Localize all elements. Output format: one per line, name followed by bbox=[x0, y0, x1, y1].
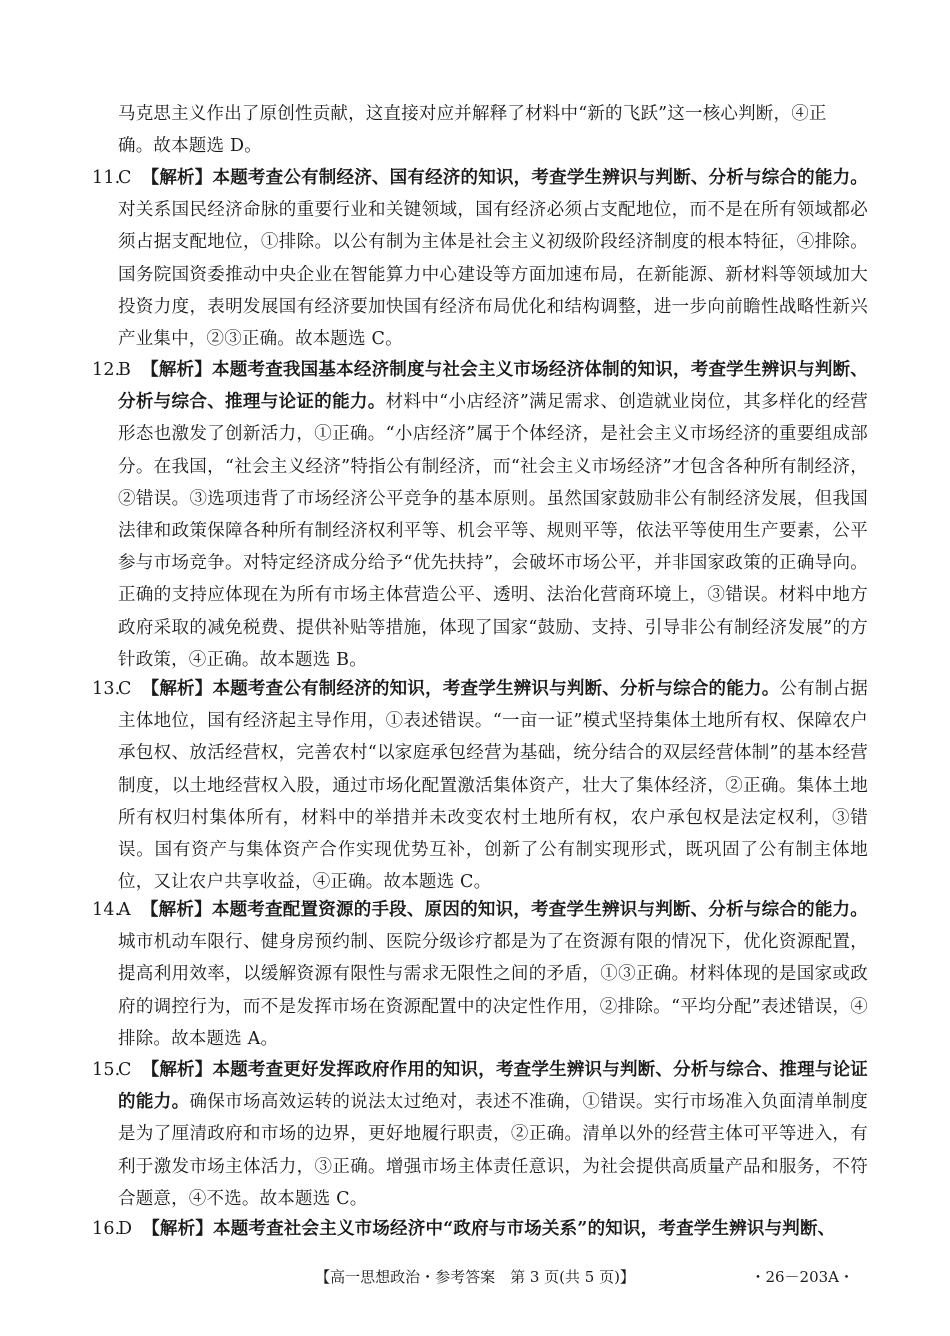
analysis-body: 对关系国民经济命脉的重要行业和关键领域，国有经济必须占支配地位，而不是在所有领域都必须占据支配地位，①排除。以公有制为主体是社会主义初级阶段经济制度的根本特征，④排除。国务院国资委推动中央企业在智能算力中心建设等方面加速布局，在新能源、新材料等领域加大投资力度，表明发展国有经济要加快国有经济布局优化和结构调整，进一步向前瞻性战略性新兴产业集中，②③正确。故本题选 C。 bbox=[118, 200, 868, 350]
analysis-tag: 【解析】 bbox=[142, 1219, 214, 1239]
analysis-tag: 【解析】 bbox=[141, 679, 213, 699]
analysis-summary: 本题考查公有制经济的知识，考查学生辨识与判断、分析与综合的能力。 bbox=[212, 679, 780, 699]
question-number: 16. bbox=[92, 1219, 121, 1239]
analysis-tag: 【解析】 bbox=[141, 1060, 213, 1080]
analysis-body: 城市机动车限行、健身房预约制、医院分级诊疗都是为了在资源有限的情况下，优化资源配置，提高利用效率，以缓解资源有限性与需求无限性之间的矛盾，①③正确。材料体现的是国家或政府的调控行为，而不是发挥市场在资源配置中的决定性作用，②排除。“平均分配”表述错误，④排除。故本题选 A。 bbox=[118, 932, 868, 1049]
answer-letter: C bbox=[118, 168, 132, 188]
question-number: 13. bbox=[92, 679, 121, 699]
analysis-body: 确保市场高效运转的说法太过绝对，表述不准确，①错误。实行市场准入负面清单制度是为了厘清政府和市场的边界，更好地履行职责，②正确。清单以外的经营主体可平等进入，有利于激发市场主体活力，③正确。增强市场主体责任意识，为社会提供高质量产品和服务，不符合题意，④不选。故本题选 C。 bbox=[118, 1092, 868, 1209]
footer-page-info: 【高一思想政治・参考答案 第 3 页(共 5 页)】 bbox=[315, 1268, 635, 1286]
analysis-summary: 本题考查我国基本经济制度与社会主义市场经济体制的知识，考查学生辨识与判断、分析与综合、推理与论证的能力。 bbox=[118, 360, 868, 413]
answer-letter: D bbox=[118, 1219, 133, 1239]
answer-letter: C bbox=[118, 1060, 132, 1080]
analysis-tag: 【解析】 bbox=[140, 900, 212, 920]
question-11 bbox=[92, 162, 868, 355]
question-12 bbox=[92, 354, 869, 676]
question-number: 15. bbox=[92, 1060, 121, 1080]
question-number: 11. bbox=[92, 168, 121, 188]
analysis-tag: 【解析】 bbox=[141, 168, 213, 188]
question-number: 14. bbox=[92, 900, 121, 920]
intro-line: 确。故本题选 D。 bbox=[118, 136, 262, 157]
answer-letter: C bbox=[118, 679, 132, 699]
question-14 bbox=[92, 894, 868, 1055]
analysis-body: 材料中“小店经济”满足需求、创造就业岗位，其多样化的经营形态也激发了创新活力，①正确。“小店经济”属于个体经济，是社会主义市场经济的重要组成部分。在我国，“社会主义经济”特指公有制经济，而“社会主义市场经济”才包含各种所有制经济，②错误。③选项违背了市场经济公平竞争的基本原则。虽然国家鼓励非公有制经济发展，但我国法律和政策保障各种所有制经济权利平等、机会平等、规则平等，依法平等使用生产要素，公平参与市场竞争。对特定经济成分给予“优先扶持”，会破坏市场公平，并非国家政策的正确导向。正确的支持应体现在为所有市场主体营造公平、透明、法治化营商环境上，③错误。材料中地方政府采取的减免税费、提供补贴等措施，体现了国家“鼓励、支持、引导非公有制经济发展”的方针政策，④正确。故本题选 B。 bbox=[118, 392, 869, 670]
analysis-summary: 本题考查社会主义市场经济中“政府与市场关系”的知识，考查学生辨识与判断、 bbox=[213, 1219, 836, 1239]
analysis-summary: 本题考查配置资源的手段、原因的知识，考查学生辨识与判断、分析与综合的能力。 bbox=[211, 900, 868, 920]
analysis-tag: 【解析】 bbox=[141, 360, 213, 380]
intro-line: 马克思主义作出了原创性贡献，这直接对应并解释了材料中“新的飞跃”这一核心判断，④正 bbox=[118, 104, 827, 124]
question-number: 12. bbox=[92, 360, 121, 380]
question-16 bbox=[92, 1213, 868, 1245]
analysis-summary: 本题考查公有制经济、国有经济的知识，考查学生辨识与判断、分析与综合的能力。 bbox=[212, 168, 868, 188]
footer-code: ・26－203A・ bbox=[750, 1268, 854, 1286]
answer-letter: B bbox=[118, 360, 132, 380]
analysis-body: 公有制占据主体地位，国有经济起主导作用，①表述错误。“一亩一证”模式坚持集体土地所有权、保障农户承包权、放活经营权，完善农村“以家庭承包经营为基础，统分结合的双层经营体制”的基本经营制度，以土地经营权入股，通过市场化配置激活集体资产，壮大了集体经济，②正确。集体土地所有权归村集体所有，材料中的举措并未改变农村土地所有权，农户承包权是法定权利，③错误。国有资产与集体资产合作实现优势互补，创新了公有制实现形式，既巩固了公有制主体地位，又让农户共享收益，④正确。故本题选 C。 bbox=[118, 679, 868, 893]
intro-paragraph bbox=[118, 98, 868, 162]
answer-letter: A bbox=[118, 900, 131, 920]
question-15 bbox=[92, 1054, 868, 1215]
page-footer bbox=[0, 1266, 950, 1296]
analysis-summary: 本题考查更好发挥政府作用的知识，考查学生辨识与判断、分析与综合、推理与论证的能力。 bbox=[118, 1060, 868, 1113]
question-13 bbox=[92, 673, 868, 898]
